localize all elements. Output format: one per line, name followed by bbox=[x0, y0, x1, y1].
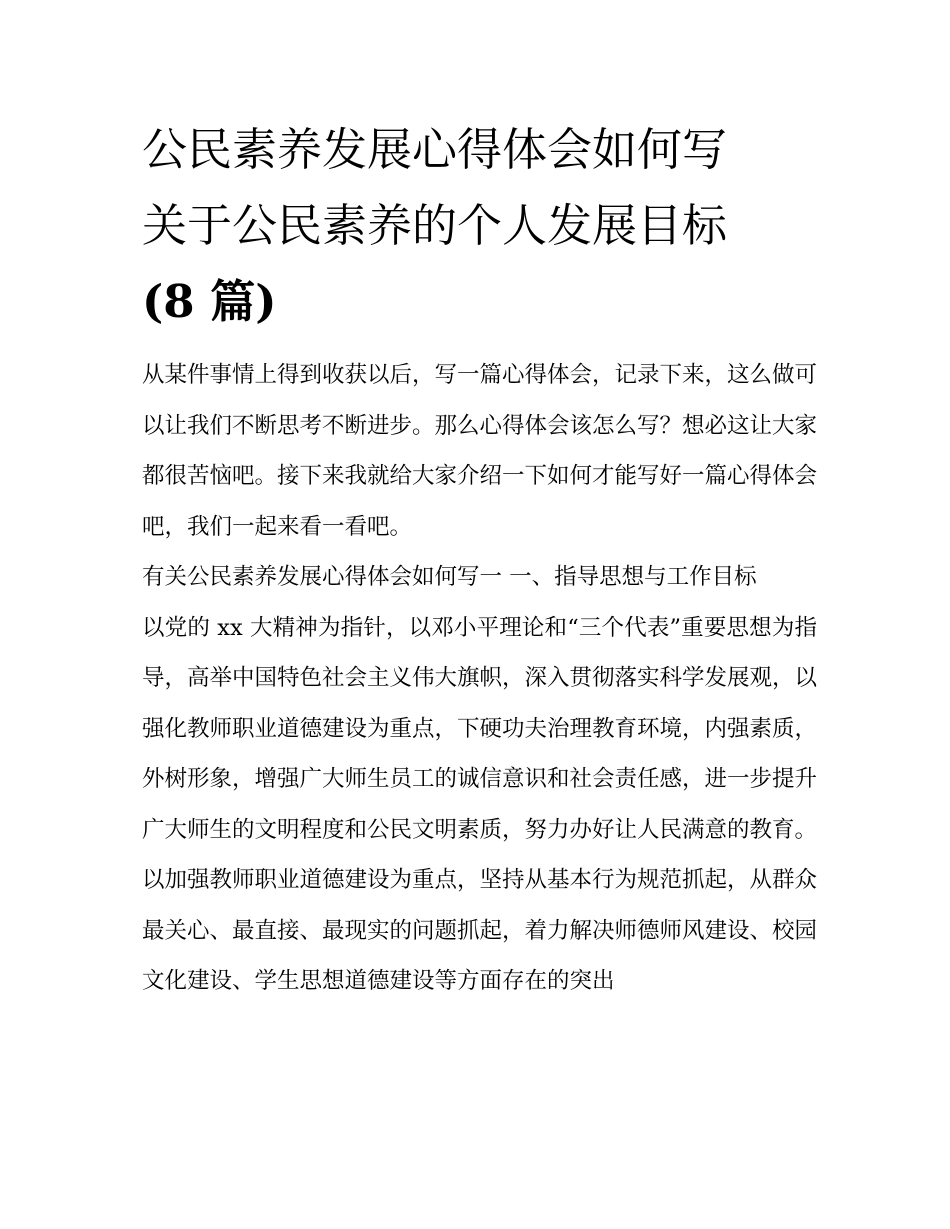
paragraph-intro: 从某件事情上得到收获以后，写一篇心得体会，记录下来，这么做可以让我们不断思考不断进步。那么心得体会该怎么写？想必这让大家都很苦恼吧。接下来我就给大家介绍一下如何才能写好一篇心得体会吧，我们一起来看一看吧。 bbox=[142, 362, 818, 540]
document-title bbox=[142, 112, 817, 340]
document-content bbox=[142, 112, 817, 1007]
title-line-2: 关于公民素养的个人发展目标 bbox=[142, 199, 728, 252]
paragraph-section-heading: 有关公民素养发展心得体会如何写一 一、指导思想与工作目标 bbox=[142, 564, 757, 590]
paragraph-work-focus: 以加强教师职业道德建设为重点，坚持从基本行为规范抓起，从群众最关心、最直接、最现实的问题抓起，着力解决师德师风建设、校园文化建设、学生思想道德建设等方面存在的突出 bbox=[142, 867, 818, 994]
title-line-1: 公民素养发展心得体会如何写 bbox=[142, 123, 728, 176]
title-line-3: (8 篇) bbox=[142, 275, 277, 328]
paragraph-guiding-thought: 以党的 xx 大精神为指针，以邓小平理论和“三个代表”重要思想为指导，高举中国特色社会主义伟大旗帜，深入贯彻落实科学发展观，以强化教师职业道德建设为重点，下硬功夫治理教育环境，内强素质，外树形象，增强广大师生员工的诚信意识和社会责任感，进一步提升广大师生的文明程度和公民文明素质，努力办好让人民满意的教育。 bbox=[142, 614, 818, 843]
